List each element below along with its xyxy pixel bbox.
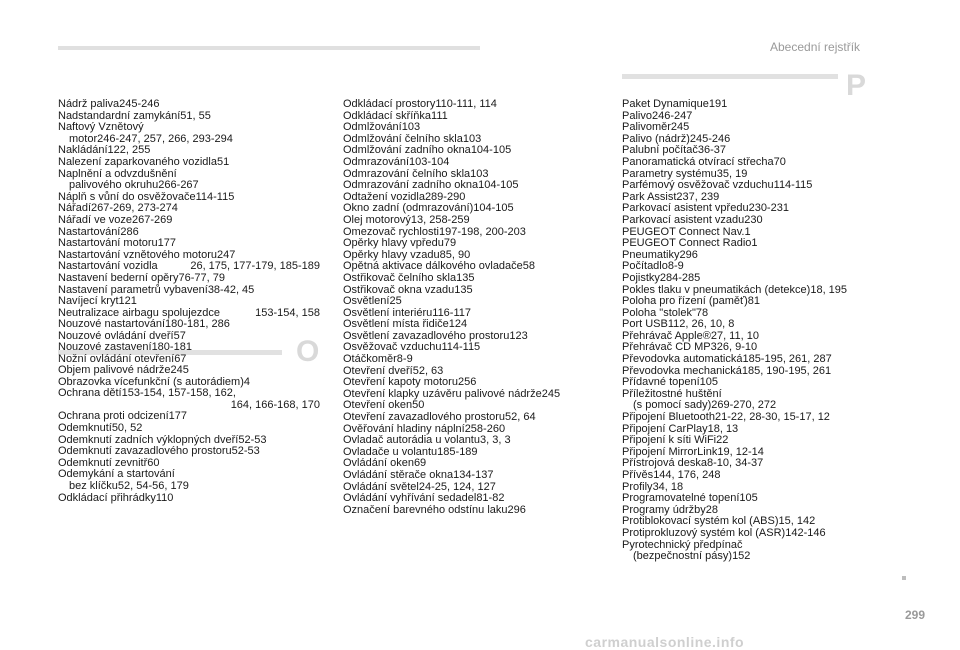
index-entry-label: Ovládání světel [343, 480, 419, 493]
index-entry-label: Otevření kapoty motoru [343, 376, 458, 389]
index-entry-label: Odemykání a startování [58, 468, 175, 481]
index-entry-label: Ovladače u volantu [343, 445, 438, 458]
index-entry-label: Odmlžování [343, 121, 402, 134]
index-entry-label: Připojení CarPlay [622, 422, 708, 435]
index-entry-pages: 52, 54-56, 179 [117, 479, 189, 492]
index-entry-label: Ochrana dětí [58, 387, 122, 400]
index-entry-pages: 245-246 [689, 132, 731, 145]
index-entry-label: Nouzové zastavení [58, 341, 152, 354]
index-entry-pages: 8-9 [667, 260, 684, 273]
index-entry-label: Ověřování hladiny náplní [343, 422, 465, 435]
index-entry-pages: 267-269, 273-274 [91, 202, 178, 215]
index-entry-pages: 230 [744, 213, 763, 226]
index-entry-label: Naplnění a odvzdušnění [58, 167, 177, 180]
index-entry [622, 296, 869, 308]
index-entry-label: Pyrotechnický předpínač [622, 538, 743, 551]
index-entry-pages: 18, 195 [810, 283, 848, 296]
index-entry-pages: 185, 190-195, 261 [741, 364, 832, 377]
index-entry-pages: 105 [699, 376, 719, 389]
index-entry-label: Odmlžování zadního okna [343, 144, 471, 157]
index-entry-label: Odmlžování čelního skla [343, 132, 463, 145]
index-entry-pages: 103-104 [409, 155, 450, 168]
index-entry-pages: 114-115 [773, 179, 813, 192]
index-entry-label: Převodovka mechanická [622, 364, 742, 377]
index-entry-label: Nakládání [58, 144, 108, 157]
index-entry [622, 215, 869, 227]
index-entry-pages: 135 [456, 271, 475, 284]
index-entry-label: Parkovací asistent vzadu [622, 213, 745, 226]
index-entry-label: Park Assist [622, 190, 677, 203]
index-entry-label: Připojení MirrorLink [622, 445, 718, 458]
index-entry [58, 169, 320, 192]
index-entry-label: Odemknutí zavazadlového prostoru [58, 445, 232, 458]
index-entry-pages: 121 [118, 295, 137, 308]
index-entry-pages: 185-195, 261, 287 [742, 353, 832, 366]
index-entry-pages: 112, 26, 10, 8 [667, 318, 735, 331]
index-entry-pages: 21-22, 28-30, 15-17, 12 [714, 411, 830, 424]
index-entry-label: Přehrávač CD MP3 [622, 341, 717, 354]
index-entry-pages: 4 [243, 375, 250, 388]
index-entry-pages: 122, 255 [107, 144, 151, 157]
index-entry-pages: 103 [462, 132, 482, 145]
index-entry-label: Nářadí [58, 202, 92, 215]
index-entry-label: Odemknutí zadních výklopných dveří [58, 433, 239, 446]
index-entry-pages: 105 [739, 492, 758, 505]
index-entry-pages: 50 [412, 399, 425, 412]
index-entry [58, 122, 320, 145]
index-entry-label: Nastartování motoru [58, 237, 158, 250]
page-header-title: Abecední rejstřík [770, 40, 861, 54]
index-entry-pages: 52-53 [238, 433, 267, 446]
index-entry-pages: 247 [216, 248, 236, 261]
index-entry-label: Paket Dynamique [622, 98, 709, 110]
index-entry [622, 180, 869, 192]
index-entry-label: Přívěs [622, 469, 654, 481]
index-entry-pages: 26, 175, 177-179, 185-189 [190, 260, 320, 273]
index-entry [58, 388, 320, 411]
index-entry-label: Otevření oken [343, 399, 413, 412]
index-entry [343, 296, 598, 308]
index-entry-pages: 269-270, 272 [711, 399, 777, 412]
index-entry-pages: 296 [507, 503, 526, 516]
index-entry-pages: 110 [155, 491, 174, 504]
index-entry-pages: 258-260 [464, 422, 506, 435]
index-entry-pages: 18, 13 [707, 422, 739, 435]
index-entry-label: Nastartování vznětového motoru [58, 248, 217, 261]
index-entry-pages: 135 [454, 283, 473, 296]
index-entry [343, 354, 598, 366]
index-entry [58, 423, 320, 435]
index-entry-pages: 116-117 [432, 306, 472, 319]
index-entry-label: Nožní ovládání otevření [58, 353, 175, 366]
index-entry-label: Otevření zavazadlového prostoru [343, 411, 506, 424]
index-entry-label: Nadstandardní zamykání [58, 109, 181, 122]
header-divider [58, 46, 480, 50]
section-letter-p: P [846, 69, 867, 102]
index-entry-pages: 52, 63 [412, 364, 444, 377]
index-entry-label: Panoramatická otvírací střecha [622, 155, 774, 168]
index-entry-pages: 67 [174, 353, 187, 366]
index-entry-label: Počítadlo [622, 260, 668, 273]
index-entry-pages: 79 [443, 237, 457, 250]
index-entry-pages: 123 [509, 329, 528, 342]
index-entry-label: Port USB [622, 318, 668, 331]
index-entry [343, 505, 598, 517]
index-entry-label: Nastavení bederní opěry [58, 271, 179, 284]
index-entry-pages: 237, 239 [676, 190, 720, 203]
index-entry [622, 273, 869, 285]
index-entry-pages: 78 [695, 306, 709, 319]
index-entry [58, 493, 320, 505]
index-entry-pages: 180-181, 286 [165, 318, 230, 331]
index-entry [343, 180, 598, 192]
index-entry-pages: 284-285 [659, 271, 701, 284]
index-entry-label: Opětná aktivace dálkového ovladače [343, 260, 523, 273]
index-entry-pages: 153-154, 157-158, 162, [121, 387, 236, 400]
index-entry-pages: 28 [705, 503, 719, 516]
index-entry-pages: 51 [217, 155, 230, 168]
index-entry-pages: 266-267 [158, 179, 199, 192]
index-entry-pages: 103 [470, 167, 489, 180]
index-entry-pages: 104-105 [470, 144, 512, 157]
index-entry-label: Přídavné topení [622, 376, 700, 389]
index-entry-label: Poloha pro řízení (paměť) [622, 295, 748, 308]
index-entry-pages-continued: 164, 166-168, 170 [230, 398, 320, 411]
index-entry [58, 365, 320, 377]
index-entry-label: Parfémový osvěžovač vzduchu [622, 179, 774, 192]
index-entry-pages: 19, 12-14 [717, 445, 764, 458]
index-entry-label: Ostřikovač okna vzadu [343, 283, 455, 296]
index-entry-pages: 22 [716, 434, 729, 447]
index-entry-pages: 191 [708, 98, 728, 110]
index-entry [343, 412, 598, 424]
index-entry [343, 215, 598, 227]
index-entry-label: Odmrazování zadního okna [343, 179, 479, 192]
index-entry-pages: 286 [120, 225, 139, 238]
index-entry-pages: 38-42, 45 [207, 283, 255, 296]
index-entry-label: Otevření klapky uzávěru palivové nádrže [343, 387, 542, 400]
index-entry-label: Palivo (nádrž) [622, 132, 690, 145]
index-entry-pages: 197-198, 200-203 [438, 225, 526, 238]
index-entry-label: Parkovací asistent vpředu [622, 202, 749, 215]
index-entry-pages: 35, 19 [716, 167, 748, 180]
index-entry [622, 412, 869, 424]
index-entry-label: Nastartování vozidla [58, 260, 158, 273]
index-entry-pages: 1 [744, 225, 751, 238]
index-entry-label: Palivo [622, 109, 652, 122]
index-entry-pages: 34, 18 [652, 480, 684, 493]
index-entry-label: Poloha "stolek" [622, 306, 696, 319]
index-entry-pages: 85, 90 [439, 248, 471, 261]
index-entry-pages: 114-115 [441, 341, 481, 354]
index-entry-label: Odkládací prostory [343, 98, 436, 110]
index-entry-pages: 289-290 [424, 190, 466, 203]
index-entry-label: Odemknutí zevnitř [58, 456, 148, 469]
index-entry-pages: 177 [168, 410, 188, 423]
index-entry [622, 540, 869, 563]
index-entry-label: Ovládání vyhřívání sedadel [343, 492, 477, 505]
index-entry-pages: 76-77, 79 [178, 271, 225, 284]
index-entry-label: Pojistky [622, 271, 660, 284]
index-entry-sublabel: palivového okruhu [69, 179, 159, 192]
index-entry-pages: 81-82 [476, 492, 505, 505]
index-entry-pages: 81 [747, 295, 761, 308]
index-entry-pages: 267-269 [131, 213, 173, 226]
index-entry [58, 215, 320, 227]
index-entry-pages: 296 [679, 248, 698, 261]
index-entry-label: Přehrávač Apple® [622, 329, 711, 342]
index-entry-sublabel: bez klíčku [69, 479, 118, 492]
index-entry-pages: 1 [751, 237, 758, 250]
index-entry-label: Otáčkoměr [343, 353, 397, 366]
index-entry-label: Nastartování [58, 225, 121, 238]
index-entry-label: Přístrojová deska [622, 457, 707, 470]
index-entry [58, 273, 320, 285]
index-entry-label: Odemknutí [58, 421, 112, 434]
index-entry-label: Okno zadní (odmrazování) [343, 202, 474, 215]
index-entry-pages: 110-111, 114 [435, 98, 497, 110]
index-entry [58, 469, 320, 492]
index-entry [622, 389, 869, 412]
index-entry-pages: 8-9 [396, 353, 413, 366]
index-entry-pages: 180-181 [151, 341, 192, 354]
index-entry-label: Odkládací skříňka [343, 109, 432, 122]
index-entry-label: Objem palivové nádrže [58, 364, 171, 376]
index-entry-label: Opěrky hlavy vpředu [343, 237, 444, 250]
index-entry-label: Ovládání stěrače okna [343, 469, 454, 481]
index-entry-label: Odtažení vozidla [343, 190, 425, 203]
section-divider-p [622, 74, 838, 79]
index-entry-pages: 36-37 [697, 144, 726, 157]
index-entry-label: Protiprokluzový systém kol (ASR) [622, 526, 786, 539]
index-column-o-part2 [343, 99, 598, 516]
index-entry-label: PEUGEOT Connect Nav. [622, 225, 745, 238]
index-entry [343, 99, 598, 111]
index-entry-label: Olej motorový [343, 213, 411, 226]
index-entry-label: Připojení Bluetooth [622, 411, 715, 424]
index-entry-label: Nastavení parametrů vybavení [58, 283, 208, 296]
index-entry-pages: 153-154, 158 [255, 306, 320, 319]
index-entry-pages: 57 [173, 329, 186, 342]
index-entry-pages: 124 [448, 318, 468, 331]
index-entry-label: Osvětlení interiéru [343, 306, 433, 319]
index-entry-label: Označení barevného odstínu laku [343, 503, 508, 516]
index-entry-label: Naftový Vznětový [58, 121, 144, 134]
index-entry-pages: 70 [773, 155, 786, 168]
index-entry [58, 99, 320, 111]
index-entry-pages: 8-10, 34-37 [706, 457, 764, 470]
index-entry-pages: 152 [732, 550, 751, 563]
index-entry-pages: 51, 55 [180, 109, 211, 122]
index-entry-pages: 246-247, 257, 266, 293-294 [97, 132, 233, 145]
page-number: 299 [905, 608, 926, 622]
index-entry-pages: 26, 9-10 [716, 341, 758, 354]
index-entry-pages: 50, 52 [111, 421, 143, 434]
index-entry-label: Obrazovka vícefunkční (s autorádiem) [58, 375, 244, 388]
index-entry-label: Převodovka automatická [622, 353, 743, 366]
index-entry-label: Připojení k síti WiFi [622, 434, 717, 447]
index-entry-pages: 134-137 [453, 469, 494, 481]
index-entry-pages: 104-105 [473, 202, 514, 215]
index-entry-pages: 58 [522, 260, 536, 273]
index-entry [58, 157, 320, 169]
index-entry-pages: 60 [147, 456, 160, 469]
index-entry-pages: 245 [541, 387, 561, 400]
index-entry [622, 99, 869, 111]
index-entry-pages: 27, 11, 10 [710, 329, 759, 342]
index-entry-label: Osvětlení [343, 295, 390, 308]
index-entry-label: Opěrky hlavy vzadu [343, 248, 440, 261]
index-entry-label: Navíjecí kryt [58, 295, 119, 308]
index-entry-pages: 111 [431, 109, 448, 122]
index-entry-label: Nouzové ovládání dveří [58, 329, 174, 342]
index-entry-pages: 245 [170, 364, 189, 376]
index-entry-label: Nouzové nastartování [58, 318, 166, 331]
index-entry-pages: 69 [413, 457, 427, 470]
index-entry-pages: 15, 142 [778, 515, 816, 528]
index-entry-pages: 52, 64 [505, 411, 536, 424]
index-entry-pages: 104-105 [478, 179, 519, 192]
index-entry-pages: 25 [389, 295, 402, 308]
index-entry-pages: 24-25, 124, 127 [418, 480, 496, 493]
index-entry-label: Pneumatiky [622, 248, 680, 261]
index-entry-pages: 103 [401, 121, 421, 134]
index-entry [343, 238, 598, 250]
index-entry-label: Odmrazování [343, 155, 410, 168]
index-entry-label: Příležitostné huštění [622, 387, 722, 400]
index-entry [622, 157, 869, 169]
index-entry-pages: 185-189 [437, 445, 478, 458]
index-entry-label: Ovladač autorádia u volantu [343, 434, 480, 447]
index-entry-pages: 256 [457, 376, 477, 389]
index-entry-sublabel: (bezpečnostní pásy) [633, 550, 733, 563]
index-entry-pages: 245 [670, 121, 690, 134]
index-entry-pages: 230-231 [748, 202, 789, 215]
index-entry-label: Pokles tlaku v pneumatikách (detekce) [622, 283, 811, 296]
index-entry [58, 238, 320, 250]
index-entry-label: Osvětlení zavazadlového prostoru [343, 329, 510, 342]
watermark: carmanualsonline.info [585, 634, 745, 650]
index-entry-label: Parametry systému [622, 167, 717, 180]
index-entry [343, 273, 598, 285]
index-entry [622, 528, 869, 540]
index-entry-label: Programovatelné topení [622, 492, 740, 505]
index-entry-label: Ovládání oken [343, 457, 414, 470]
index-entry-pages: 177 [157, 237, 177, 250]
page-marker [902, 576, 906, 580]
index-entry-sublabel: motor [69, 132, 98, 145]
index-entry-label: Ostřikovač čelního skla [343, 271, 457, 284]
index-entry-label: Protiblokovací systém kol (ABS) [622, 515, 779, 528]
index-column-p [622, 99, 869, 563]
index-entry-pages: 246-247 [651, 109, 693, 122]
index-entry-sublabel: (s pomocí sady) [633, 399, 712, 412]
index-column-o-part1 [58, 365, 320, 504]
index-entry-pages: 52-53 [231, 445, 260, 458]
index-entry-label: Osvětlení místa řidiče [343, 318, 449, 331]
index-entry-label: Odmrazování čelního skla [343, 167, 471, 180]
index-entry-pages: 13, 258-259 [410, 213, 470, 226]
index-entry [622, 354, 869, 366]
index-entry-pages: 245-246 [119, 98, 160, 110]
index-entry [343, 157, 598, 169]
index-entry-label: Profily [622, 480, 653, 493]
index-entry [343, 470, 598, 482]
index-entry-label: Odkládací přihrádky [58, 491, 156, 504]
section-letter-o: O [296, 335, 320, 368]
index-entry-label: PEUGEOT Connect Radio [622, 237, 752, 250]
index-entry-label: Omezovač rychlosti [343, 225, 439, 238]
index-entry-label: Programy údržby [622, 503, 706, 516]
index-entry-label: Nářadí ve voze [58, 213, 132, 226]
index-entry [622, 470, 869, 482]
index-entry [58, 446, 320, 458]
index-entry-pages: 3, 3, 3 [479, 434, 511, 447]
index-column-n [58, 99, 320, 366]
index-entry-label: Nádrž paliva [58, 98, 120, 110]
index-entry-pages: 142-146 [785, 526, 826, 539]
index-entry-label: Nalezení zaparkovaného vozidla [58, 155, 217, 168]
index-entry-label: Palubní počítač [622, 144, 698, 157]
index-entry-label: Neutralizace airbagu spolujezdce [58, 306, 221, 319]
index-entry-pages: 114-115 [195, 190, 235, 203]
index-entry-label: Otevření dveří [343, 364, 413, 377]
index-entry-label: Osvěžovač vzduchu [343, 341, 442, 354]
index-entry-label: Palivoměr [622, 121, 671, 134]
index-entry-pages: 144, 176, 248 [653, 469, 721, 481]
index-entry [622, 238, 869, 250]
index-entry [58, 296, 320, 308]
index-entry-label: Náplň s vůní do osvěžovače [58, 190, 196, 203]
index-entry-label: Ochrana proti odcizení [58, 410, 169, 423]
